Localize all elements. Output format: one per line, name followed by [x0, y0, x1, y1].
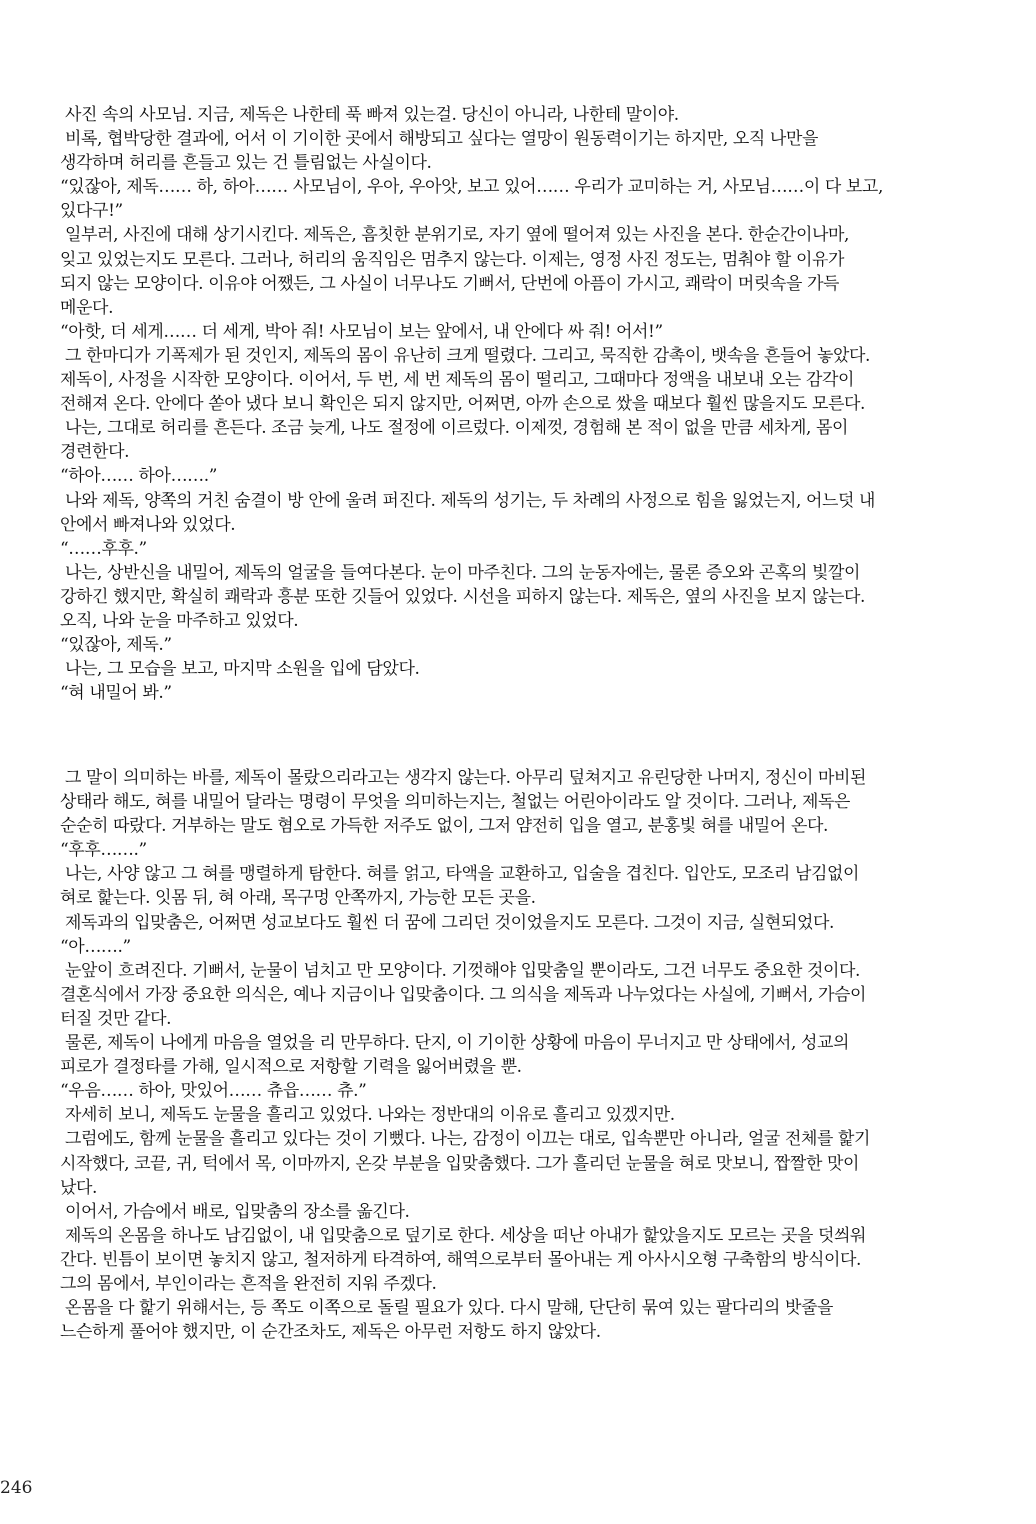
text-section-2 — [60, 766, 1005, 1344]
page-number: 246 — [0, 1478, 33, 1498]
paragraph: 나는, 그 모습을 보고, 마지막 소원을 입에 담았다. — [60, 659, 420, 680]
paragraph: 그럼에도, 함께 눈물을 흘리고 있다는 것이 기뻤다. 나는, 감정이 이끄는 대로, 입속뿐만 아니라, 얼굴 전체를 핥기 시작했다, 코끝, 귀, 턱에서 목, 이마까지, 온갖 부분을 입맞춤했다. 그가 흘리던 눈물을 혀로 맛보니, 짭짤한 맛이 났다. — [60, 1129, 871, 1198]
paragraph: “하아…… 하아…….” — [60, 466, 218, 487]
paragraph: “아…….” — [60, 936, 131, 957]
paragraph: “후후…….” — [60, 840, 147, 861]
paragraph: 자세히 보니, 제독도 눈물을 흘리고 있었다. 나와는 정반대의 이유로 흘리고 있겠지만. — [60, 1105, 675, 1126]
paragraph: 제독의 온몸을 하나도 남김없이, 내 입맞춤으로 덮기로 한다. 세상을 떠난 아내가 핥았을지도 모르는 곳을 덧씌워 간다. 빈틈이 보이면 놓치지 않고, 철저하게 타격하여, 해역으로부터 몰아내는 게 아사시오형 구축함의 방식이다. 그의 몸에서, 부인이라는 흔적을 완전히 지워 주겠다. — [60, 1225, 867, 1294]
paragraph: 그 한마디가 기폭제가 된 것인지, 제독의 몸이 유난히 크게 떨렸다. 그리고, 묵직한 감촉이, 뱃속을 흔들어 놓았다. 제독이, 사정을 시작한 모양이다. 이어서, 두 번, 세 번 제독의 몸이 떨리고, 그때마다 정액을 내보내 오는 감각이 전해져 온다. 안에다 쏟아 냈다 보니 확인은 되지 않지만, 어쩌면, 아까 손으로 쌌을 때보다 훨씬 많을지도 모른다. — [60, 345, 871, 415]
paragraph: “……후후.” — [60, 538, 147, 559]
paragraph: 나는, 그대로 허리를 흔든다. 조금 늦게, 나도 절정에 이르렀다. 이제껏, 경험해 본 적이 없을 만큼 세차게, 몸이 경련한다. — [60, 418, 849, 463]
paragraph: “있잖아, 제독.” — [60, 635, 172, 656]
paragraph: 그 말이 의미하는 바를, 제독이 몰랐으리라고는 생각지 않는다. 아무리 덮쳐지고 유린당한 나머지, 정신이 마비된 상태라 해도, 혀를 내밀어 달라는 명령이 무엇을 의미하는지는, 철없는 어린아이라도 알 것이다. 그러나, 제독은 순순히 따랐다. 거부하는 말도 혐오로 가득한 저주도 없이, 그저 얌전히 입을 열고, 분홍빛 혀를 내밀어 온다. — [60, 768, 867, 837]
paragraph: 온몸을 다 핥기 위해서는, 등 쪽도 이쪽으로 돌릴 필요가 있다. 다시 말해, 단단히 묶여 있는 팔다리의 밧줄을 느슨하게 풀어야 했지만, 이 순간조차도, 제독은 아무런 저항도 하지 않았다. — [60, 1298, 834, 1343]
text-section-1 — [60, 103, 1005, 705]
paragraph: 눈앞이 흐려진다. 기뻐서, 눈물이 넘치고 만 모양이다. 기껏해야 입맞춤일 뿐이라도, 그건 너무도 중요한 것이다. 결혼식에서 가장 중요한 의식은, 예나 지금이나 입맞춤이다. 그 의식을 제독과 나누었다는 사실에, 기뻐서, 가슴이 터질 것만 같다. — [60, 960, 867, 1029]
paragraph: 나와 제독, 양쪽의 거친 숨결이 방 안에 울려 퍼진다. 제독의 성기는, 두 차례의 사정으로 힘을 잃었는지, 어느덧 내 안에서 빠져나와 있었다. — [60, 490, 876, 535]
paragraph: 나는, 사양 않고 그 혀를 맹렬하게 탐한다. 혀를 얽고, 타액을 교환하고, 입술을 겹친다. 입안도, 모조리 남김없이 혀로 핥는다. 잇몸 뒤, 혀 아래, 목구멍 안쪽까지, 가능한 모든 곳을. — [60, 864, 860, 909]
paragraph: 물론, 제독이 나에게 마음을 열었을 리 만무하다. 단지, 이 기이한 상황에 마음이 무너지고 만 상태에서, 성교의 피로가 결정타를 가해, 일시적으로 저항할 기력을 잃어버렸을 뿐. — [60, 1033, 850, 1078]
paragraph: 제독과의 입맞춤은, 어쩌면 성교보다도 훨씬 더 꿈에 그리던 것이었을지도 모른다. 그것이 지금, 실현되었다. — [60, 912, 835, 933]
paragraph: “혀 내밀어 봐.” — [60, 683, 172, 704]
paragraph: 이어서, 가슴에서 배로, 입맞춤의 장소를 옮긴다. — [60, 1201, 410, 1222]
paragraph: “아핫, 더 세게…… 더 세게, 박아 줘! 사모님이 보는 앞에서, 내 안에다 싸 줘! 어서!” — [60, 321, 663, 342]
paragraph: 나는, 상반신을 내밀어, 제독의 얼굴을 들여다본다. 눈이 마주친다. 그의 눈동자에는, 물론 증오와 곤혹의 빛깔이 강하긴 했지만, 확실히 쾌락과 흥분 또한 깃들어 있었다. 시선을 피하지 않는다. 제독은, 옆의 사진을 보지 않는다. 오직, 나와 눈을 마주하고 있었다. — [60, 562, 866, 631]
paragraph: “우음…… 하아, 맛있어…… 츄읍…… 츄.” — [60, 1081, 367, 1102]
paragraph: 사진 속의 사모님. 지금, 제독은 나한테 푹 빠져 있는걸. 당신이 아니라, 나한테 말이야. — [60, 105, 679, 125]
paragraph: “있잖아, 제독…… 하, 하아…… 사모님이, 우아, 우아앗, 보고 있어…… 우리가 교미하는 거, 사모님……이 다 보고, 있다구!” — [60, 177, 883, 222]
paragraph: 비록, 협박당한 결과에, 어서 이 기이한 곳에서 해방되고 싶다는 열망이 원동력이기는 하지만, 오직 나만을 생각하며 허리를 흔들고 있는 건 틀림없는 사실이다. — [60, 129, 818, 174]
paragraph: 일부러, 사진에 대해 상기시킨다. 제독은, 흠칫한 분위기로, 자기 옆에 떨어져 있는 사진을 본다. 한순간이나마, 잊고 있었는지도 모른다. 그러나, 허리의 움직임은 멈추지 않는다. 이제는, 영정 사진 정도는, 멈춰야 할 이유가 되지 않는 모양이다. 이유야 어쨌든, 그 사실이 너무나도 기뻐서, 단번에 아픔이 가시고, 쾌락이 머릿속을 가득 메운다. — [60, 225, 850, 318]
